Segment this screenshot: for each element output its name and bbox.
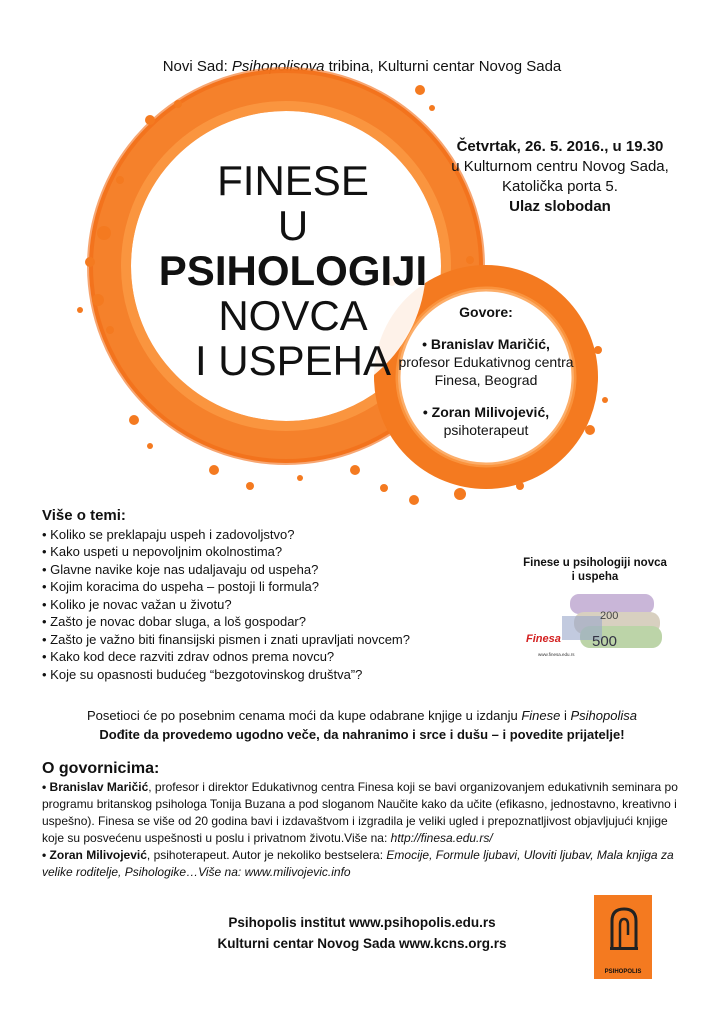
- speaker-1-role: profesor Edukativnog centra Finesa, Beograd: [398, 354, 574, 388]
- visitors-line-2: Dođite da provedemo ugodno veče, da nahranimo i srce i dušu – i povedite prijatelje!: [99, 727, 625, 742]
- about-speakers: [42, 760, 682, 881]
- money-rolls-image: [520, 556, 670, 666]
- title-line-1: FINESE: [217, 157, 369, 204]
- event-title: [148, 158, 438, 383]
- visitors-note: [20, 706, 704, 744]
- title-line-3: PSIHOLOGIJI: [158, 247, 428, 294]
- topic-item: • Zašto je važno biti finansijski pismen i znati upravljati novcem?: [42, 631, 410, 647]
- topic-item: • Glavne navike koje nas udaljavaju od uspeha?: [42, 561, 319, 577]
- book-title: Finese u psihologiji novca i uspeha: [523, 557, 667, 583]
- about-heading: O govornicima:: [42, 760, 160, 777]
- finesa-link[interactable]: http://finesa.edu.rs/: [390, 831, 493, 845]
- footer-line-2: Kulturni centar Novog Sada www.kcns.org.rs: [217, 936, 507, 951]
- topic-item: • Koliko se preklapaju uspeh i zadovoljstvo?: [42, 526, 295, 542]
- title-line-4: NOVCA: [218, 292, 368, 339]
- header-prefix: Novi Sad:: [162, 58, 232, 75]
- event-info: [440, 137, 680, 217]
- footer: [140, 912, 584, 954]
- event-entry: Ulaz slobodan: [509, 198, 611, 215]
- topic-item: • Koje su opasnosti budućeg “bezgotovinskog društva”?: [42, 666, 363, 682]
- speaker-2-role: psihoterapeut: [443, 422, 529, 438]
- topic-heading: Više o temi:: [42, 507, 126, 524]
- topic-list: [42, 507, 512, 683]
- speaker-1-name: • Branislav Maričić,: [422, 336, 550, 352]
- header-italic: Psihopolisova: [231, 58, 325, 75]
- milivojevic-link[interactable]: www.milivojevic.info: [244, 865, 351, 879]
- finesa-brand: Finesa: [526, 633, 561, 645]
- speakers-heading: Govore:: [459, 304, 513, 320]
- logo-label: PSIHOPOLIS: [604, 969, 642, 975]
- about-paragraph-2: • Zoran Milivojević, psihoterapeut. Autor je nekoliko bestselera: Emocije, Formule ljubavi, Uloviti ljubav, Mala knjiga za velike roditelje, Psihologike…Više na: www.milivojevic.info: [42, 848, 674, 879]
- topic-item: • Kako uspeti u nepovoljnim okolnostima?: [42, 544, 283, 559]
- topic-item: • Koliko je novac važan u životu?: [42, 596, 232, 612]
- note-200: 200: [600, 610, 619, 622]
- psihopolis-logo-icon: [594, 895, 652, 965]
- psihopolis-logo: [594, 895, 652, 979]
- event-address: Katolička porta 5.: [502, 178, 618, 195]
- topic-item: • Zašto je novac dobar sluga, a loš gospodar?: [42, 614, 306, 629]
- finesa-site: www.finesa.edu.rs: [538, 652, 575, 657]
- speaker-2-name: • Zoran Milivojević,: [422, 404, 550, 420]
- title-line-5: I USPEHA: [194, 337, 392, 384]
- title-line-2: U: [277, 202, 309, 249]
- event-venue: u Kulturnom centru Novog Sada,: [451, 158, 669, 175]
- book-promo: [520, 556, 670, 666]
- about-paragraph-1: • Branislav Maričić, profesor i direktor Edukativnog centra Finesa koji se bavi organizovanjem edukativnih seminara po programu britanskog psihologa Tonija Buzana a pod sloganom Naučite kako da učite (efikasno, jednostavno, kreativno i uspešno). Finesa se više od 20 godina bavi i izdavaštvom i izgradila je veliki ugled i prepoznatljivost objavljujući knjige koje su posvećenu uspešnosti u poslu i privatnom životu.Više na: http://finesa.edu.rs/: [42, 780, 678, 845]
- note-500: 500: [592, 633, 618, 650]
- event-date: Četvrtak, 26. 5. 2016., u 19.30: [456, 138, 664, 155]
- topic-item: • Kojim koracima do uspeha – postoji li formula?: [42, 579, 319, 594]
- topic-item: • Kako kod dece razviti zdrav odnos prema novcu?: [42, 649, 335, 664]
- footer-line-1: Psihopolis institut www.psihopolis.edu.rs: [228, 915, 496, 930]
- header-suffix: tribina, Kulturni centar Novog Sada: [324, 58, 562, 75]
- speakers-box: [398, 303, 574, 439]
- visitors-line-1: Posetioci će po posebnim cenama moći da kupe odabrane knjige u izdanju Finese i Psihopolisa: [87, 708, 637, 723]
